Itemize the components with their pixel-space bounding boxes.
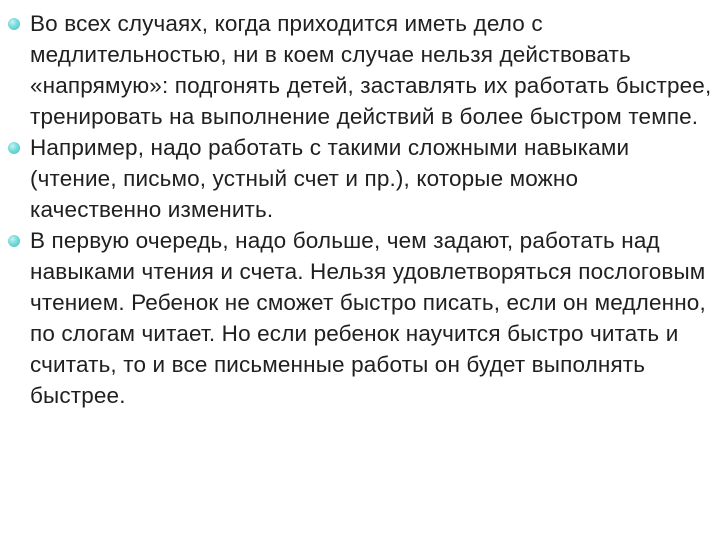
bullet-item — [8, 8, 714, 132]
bullet-dot-icon — [8, 142, 20, 154]
bullet-list — [8, 8, 714, 411]
bullet-dot-icon — [8, 18, 20, 30]
bullet-dot-icon — [8, 235, 20, 247]
bullet-item — [8, 225, 714, 411]
bullet-text: В первую очередь, надо больше, чем задают, работать над навыками чтения и счета. Нельзя удовлетворяться послоговым чтением. Ребенок не сможет быстро писать, если он медленно, по слогам читает. Но если ребенок научится быстро читать и считать, то и все письменные работы он будет выполнять быстрее. — [30, 228, 706, 408]
bullet-text: Например, надо работать с такими сложными навыками (чтение, письмо, устный счет и пр.), которые можно качественно изменить. — [30, 135, 630, 222]
bullet-item — [8, 132, 714, 225]
bullet-text: Во всех случаях, когда приходится иметь дело с медлительностью, ни в коем случае нельзя действовать «напрямую»: подгонять детей, заставлять их работать быстрее, тренировать на выполнение действий в более быстром темпе. — [30, 11, 712, 129]
